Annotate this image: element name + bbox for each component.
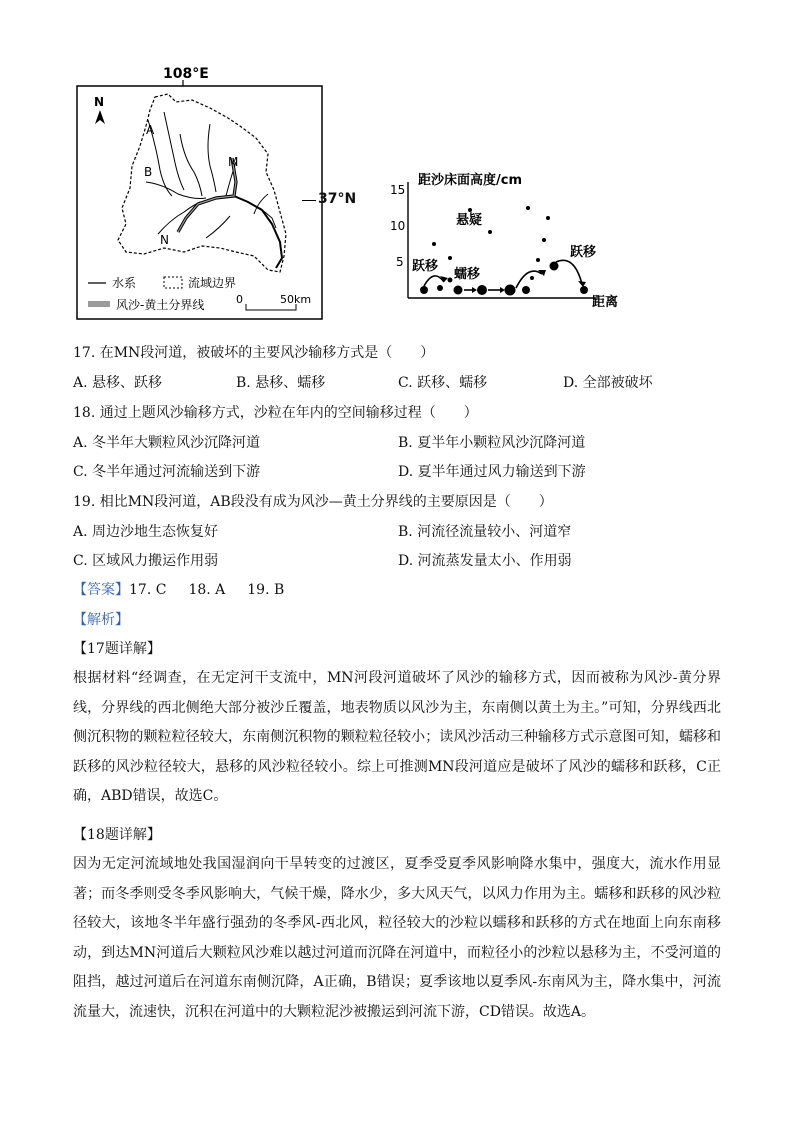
label-saltation-left: 跃移	[412, 259, 439, 274]
q17-option-b: B. 悬移、蠕移	[236, 375, 326, 391]
answer-18: 18. A	[188, 582, 226, 598]
y-tick-5: 5	[396, 255, 404, 269]
q19-option-c: C. 区域风力搬运作用弱	[73, 553, 219, 569]
basin-boundary	[118, 94, 286, 272]
question-19-stem: 19. 相比MN段河道，AB段没有成为风沙—黄土分界线的主要原因是（ ）	[73, 494, 553, 510]
legend-basin: 流域边界	[188, 276, 237, 290]
latitude-label: 37°N	[318, 191, 357, 207]
answer-19: 19. B	[247, 582, 285, 598]
q18-option-a: A. 冬半年大颗粒风沙沉降河道	[73, 435, 261, 451]
explain-17-heading: 【17题详解】	[73, 641, 161, 657]
label-suspension: 悬疑	[456, 213, 483, 228]
explain-18-heading: 【18题详解】	[73, 827, 161, 843]
north-arrow-icon	[95, 110, 105, 124]
q17-option-d: D. 全部被破坏	[563, 375, 653, 391]
label-creep: 蠕移	[454, 267, 481, 282]
y-tick-15: 15	[390, 183, 406, 197]
legend-river: 水系	[112, 276, 137, 290]
label-b: B	[144, 165, 153, 179]
legend-boundary: 风沙-黄土分界线	[116, 298, 205, 312]
sand-loess-boundary	[178, 158, 236, 232]
basin-map	[60, 62, 330, 327]
q19-option-d: D. 河流蒸发量太小、作用弱	[398, 553, 572, 569]
north-label: N	[94, 95, 105, 109]
scale-end: 50km	[280, 293, 312, 306]
analysis-label: 【解析】	[73, 612, 129, 628]
q18-option-b: B. 夏半年小颗粒风沙沉降河道	[398, 435, 586, 451]
q17-option-a: A. 悬移、跃移	[73, 375, 163, 391]
label-n: N	[160, 233, 169, 247]
scale-zero: 0	[236, 293, 243, 306]
river-network	[146, 112, 276, 238]
suspension-particles	[432, 206, 550, 280]
y-axis-title: 距沙床面高度/cm	[418, 173, 523, 188]
latitude-tick	[302, 200, 316, 201]
answer-label: 【答案】	[73, 582, 129, 598]
label-a: A	[146, 123, 155, 137]
answer-row	[73, 580, 284, 600]
label-saltation-right: 跃移	[570, 245, 597, 260]
q18-option-d: D. 夏半年通过风力输送到下游	[398, 464, 586, 480]
question-17-stem: 17. 在MN段河道，被破坏的主要风沙输移方式是（ ）	[73, 345, 435, 361]
q19-option-a: A. 周边沙地生态恢复好	[73, 524, 219, 540]
main-river	[234, 196, 282, 268]
explain-18-text: 因为无定河流域地处我国湿润向干旱转变的过渡区，夏季受夏季风影响降水集中，强度大，流水作用显著；而冬季则受冬季风影响大，气候干燥，降水少，多大风天气，以风力作用为主。蠕移和跃移的风沙粒径较大，该地冬半年盛行强劲的冬季风-西北风，粒径较大的沙粒以蠕移和跃移的方式在地面上向东南移动，到达MN河道后大颗粒风沙难以越过河道而沉降在河道中，而粒径小的沙粒以悬移为主，不受河道的阻挡，越过河道后在河道东南侧沉降，A正确，B错误；夏季该地以夏季风-东南风为主，降水集中，河流流量大，流速快，沉积在河道中的大颗粒泥沙被搬运到河流下游，CD错误。故选A。	[73, 856, 721, 1020]
question-18-stem: 18. 通过上题风沙输移方式，沙粒在年内的空间输移过程（ ）	[73, 405, 478, 421]
y-tick-10: 10	[390, 219, 406, 233]
q19-option-b: B. 河流径流量较小、河道窄	[398, 524, 572, 540]
x-axis-title: 距离	[592, 295, 619, 310]
q18-option-c: C. 冬半年通过河流输送到下游	[73, 464, 261, 480]
longitude-label: 108°E	[163, 66, 209, 82]
explain-17-text: 根据材料“经调查，在无定河干支流中，MN河段河道破坏了风沙的输移方式，因而被称为风沙-黄分界线，分界线的西北侧绝大部分被沙丘覆盖，地表物质以风沙为主，东南侧以黄土为主。”可知，分界线西北侧沉积物的颗粒粒径较大，东南侧沉积物的颗粒粒径较小；读风沙活动三种输移方式示意图可知，蠕移和跃移的风沙粒径较大，悬移的风沙粒径较小。综上可推测MN段河道应是破坏了风沙的蠕移和跃移，C正确，ABD错误，故选C。	[73, 670, 721, 804]
sand-transport-diagram	[378, 168, 638, 318]
mn-segment	[178, 158, 236, 232]
answer-17: 17. C	[129, 582, 167, 598]
label-m: M	[228, 155, 239, 169]
q17-option-c: C. 跃移、蠕移	[398, 375, 488, 391]
